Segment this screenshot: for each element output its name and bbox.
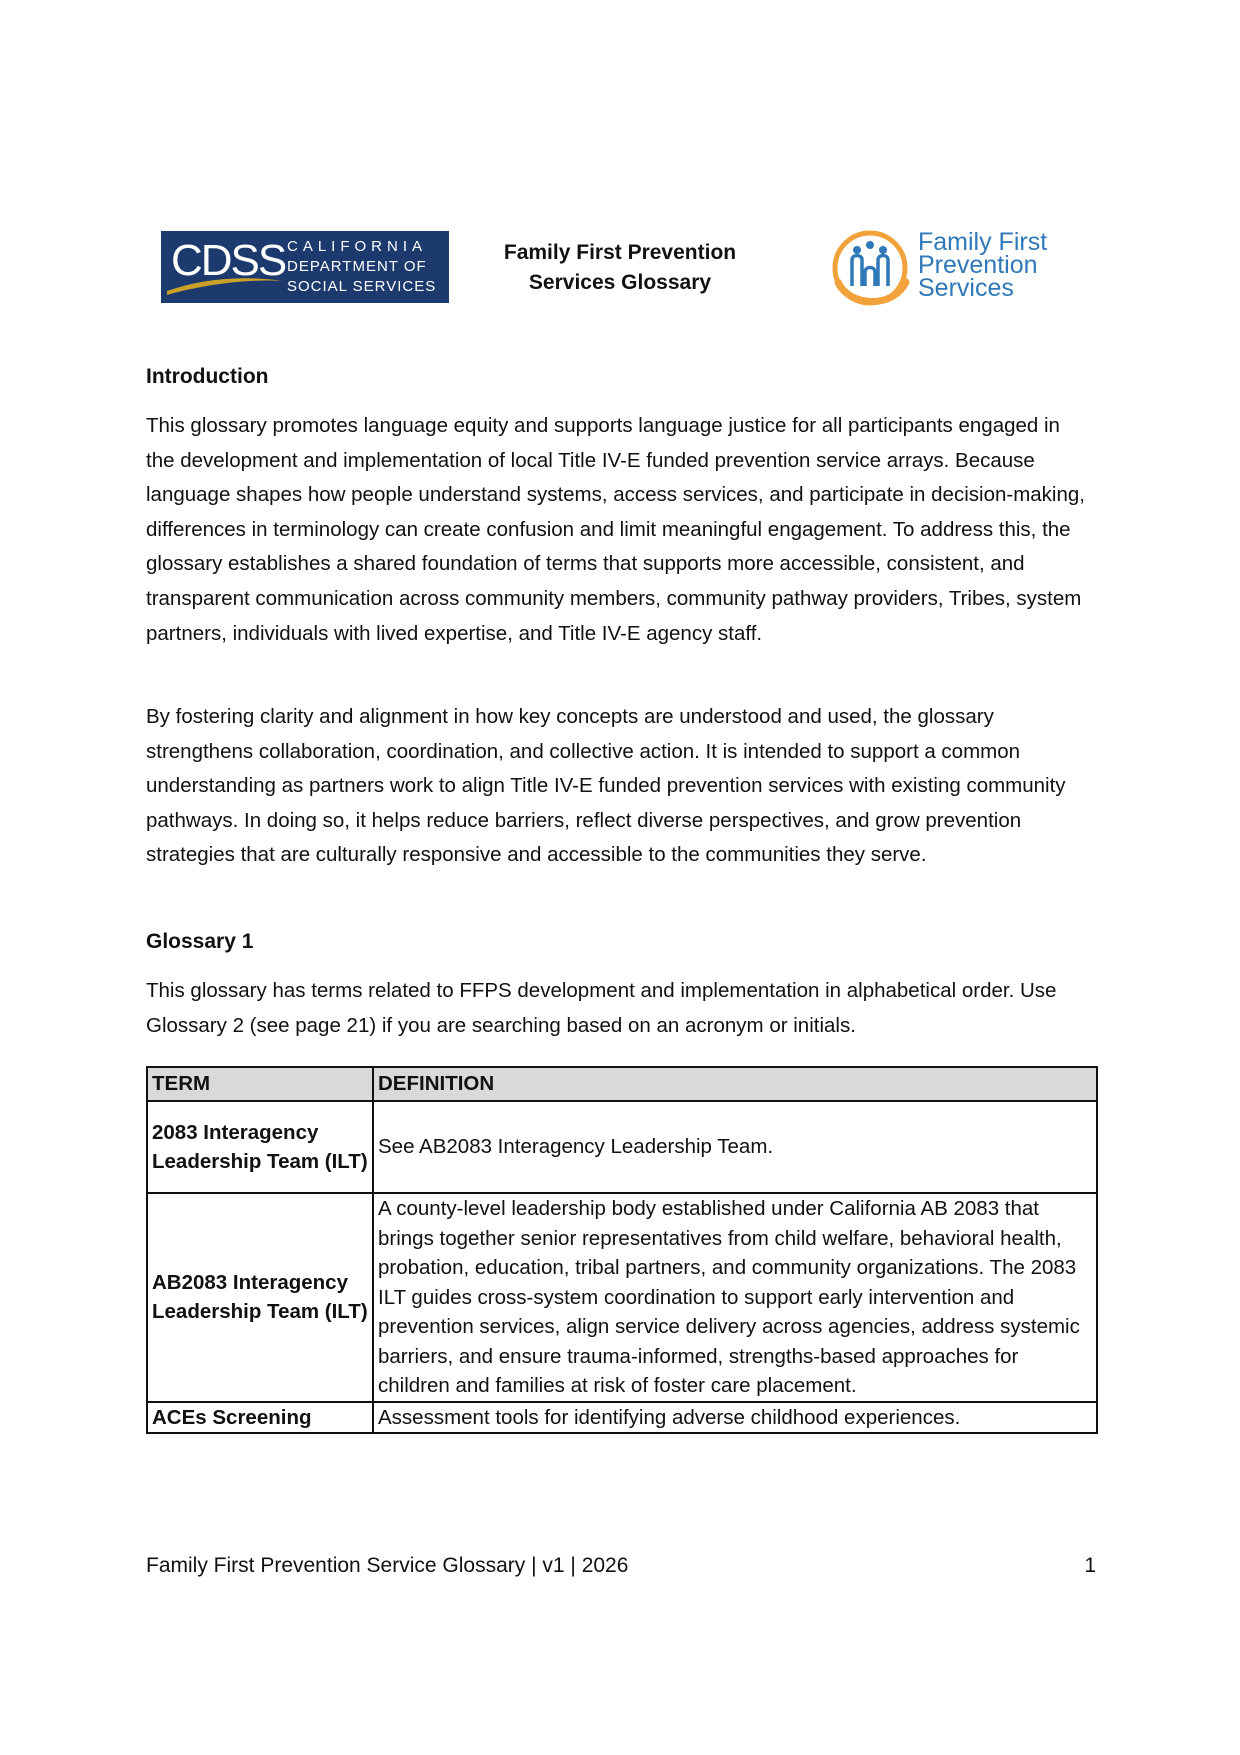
table-row [147, 1101, 1097, 1193]
document-title-line: Services Glossary [528, 271, 712, 294]
glossary-description: This glossary has terms related to FFPS development and implementation in alphabetical order. Use Glossary 2 (see page 21) if you are searching based on an acronym or initials. [146, 979, 1057, 1037]
term-cell: 2083 Interagency Leadership Team (ILT) [147, 1101, 373, 1193]
glossary-table [146, 1066, 1098, 1434]
glossary-heading: Glossary 1 [146, 930, 254, 953]
introduction-heading: Introduction [146, 365, 269, 388]
cdss-logo-line: CALIFORNIA [287, 238, 428, 255]
document-title [470, 238, 770, 298]
cdss-logo-text [287, 237, 447, 297]
introduction-paragraph: By fostering clarity and alignment in how key concepts are understood and used, the glossary strengthens collaboration, coordination, and collective action. It is intended to support a common understanding as partners work to align Title IV-E funded prevention services with existing community pathways. In doing so, it helps reduce barriers, reflect diverse perspectives, and grow prevention strategies that are culturally responsive and accessible to the communities they serve. [146, 705, 1066, 867]
cdss-logo-line: DEPARTMENT OF [287, 258, 427, 275]
cdss-logo [161, 231, 449, 303]
definition-cell: A county-level leadership body established under California AB 2083 that brings together senior representatives from child welfare, behavioral health, probation, education, tribal partners, and community organizations. The 2083 ILT guides cross-system coordination to support early intervention and prevention services, align service delivery across agencies, address systemic barriers, and ensure trauma-informed, strengths-based approaches for children and families at risk of foster care placement. [373, 1193, 1097, 1402]
cdss-logo-line: SOCIAL SERVICES [287, 278, 437, 295]
table-row [147, 1193, 1097, 1402]
table-row [147, 1402, 1097, 1434]
definition-cell: See AB2083 Interagency Leadership Team. [373, 1101, 1097, 1193]
term-cell: AB2083 Interagency Leadership Team (ILT) [147, 1193, 373, 1402]
ffps-logo-line: Services [918, 274, 1014, 302]
ffps-logo-line: Prevention [918, 251, 1038, 279]
footer-text: Family First Prevention Service Glossary | v1 | 2026 [146, 1554, 629, 1577]
introduction-paragraph: This glossary promotes language equity and supports language justice for all participants engaged in the development and implementation of local Title IV-E funded prevention service arrays. Because language shapes how people understand systems, access services, and participate in decision-making, differences in terminology can create confusion and limit meaningful engagement. To address this, the glossary establishes a shared foundation of terms that supports more accessible, consistent, and transparent communication across community members, community pathway providers, Tribes, system partners, individuals with lived expertise, and Title IV-E agency staff. [146, 414, 1085, 645]
cdss-abbreviation: CDSS [171, 236, 286, 285]
family-figures-icon [828, 228, 914, 312]
column-header-term: TERM [147, 1067, 373, 1101]
table-header-row [147, 1067, 1097, 1101]
document-title-line: Family First Prevention [503, 241, 737, 264]
ffps-logo [828, 228, 1068, 312]
term-cell: ACEs Screening [147, 1402, 373, 1434]
ffps-logo-text [918, 228, 1048, 302]
definition-cell: Assessment tools for identifying adverse childhood experiences. [373, 1402, 1097, 1434]
column-header-definition: DEFINITION [373, 1067, 1097, 1101]
ffps-logo-line: Family First [918, 228, 1048, 256]
page-number: 1 [1084, 1554, 1096, 1577]
